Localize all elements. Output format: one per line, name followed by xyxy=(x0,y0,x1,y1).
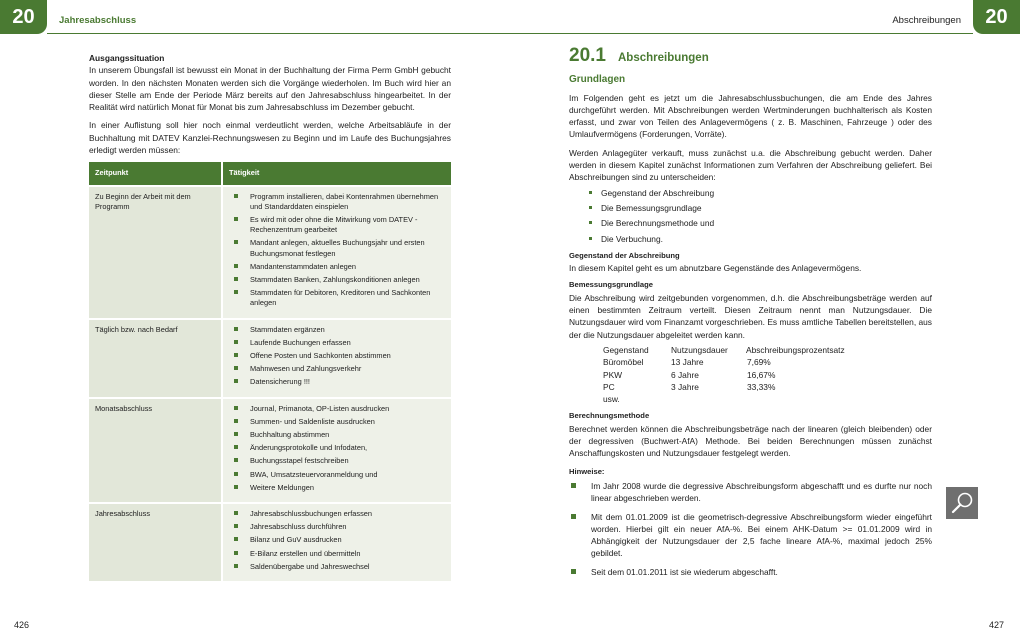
list-item: Die Bemessungsgrundlage xyxy=(589,202,932,214)
list-item: Die Verbuchung. xyxy=(589,233,932,245)
list-item: Im Jahr 2008 wurde die degressive Abschreibungsform abgeschafft und es durfte nur noch linear abgeschrieben werden. xyxy=(569,480,932,505)
task-item: Offene Posten und Sachkonten abstimmen xyxy=(229,351,445,361)
tasks-cell xyxy=(223,502,451,581)
task-item: Programm installieren, dabei Kontenrahmen übernehmen und Standarddaten einspielen xyxy=(229,192,445,212)
time-cell: Jahresabschluss xyxy=(89,502,223,581)
tasks-cell xyxy=(223,318,451,397)
task-item: Buchungsstapel festschreiben xyxy=(229,456,445,466)
chapter-number-tab-right: 20 xyxy=(973,0,1020,34)
task-item: Jahresabschlussbuchungen erfassen xyxy=(229,509,445,519)
table-row xyxy=(603,393,845,405)
tasks-cell xyxy=(223,397,451,502)
right-page-content xyxy=(569,45,932,584)
table-header-row xyxy=(603,344,845,356)
running-head-left: Jahresabschluss xyxy=(59,15,137,26)
table-cell: Büromöbel xyxy=(603,357,644,368)
task-item: Mandantenstammdaten anlegen xyxy=(229,262,445,272)
paragraph: Die Abschreibung wird zeitgebunden vorgenommen, d.h. die Abschreibungsbeträge werden auf einen bestimmten Zeitraum verteilt. Diesen Zeitraum nennt man Nutzungsdauer. Die Nutzungsdauer wird vom Finanzamt vorgeschrieben. Es muss amtliche Tabellen bereitstellen, aus der die Nutzungsdauer abgeleitet werden kann. xyxy=(569,292,932,340)
table-row xyxy=(89,185,451,318)
heading-gegenstand: Gegenstand der Abschreibung xyxy=(569,250,680,260)
magnifier-icon[interactable] xyxy=(946,487,978,519)
paragraph: Werden Anlagegüter verkauft, muss zunächst u.a. die Abschreibung gebucht werden. Daher werden in diesem Kapitel zunächst Informationen zum Verfahren der Abschreibung geliefert. Bei Abschreibungen sind zu unterscheiden: xyxy=(569,147,932,183)
table-cell xyxy=(746,393,845,405)
bullet-list xyxy=(589,187,932,245)
task-item: Journal, Primanota, OP-Listen ausdrucken xyxy=(229,404,445,414)
table-cell: 33,33% xyxy=(747,381,776,392)
time-cell: Zu Beginn der Arbeit mit dem Programm xyxy=(89,185,223,318)
task-item: E-Bilanz erstellen und übermitteln xyxy=(229,549,445,559)
table-row xyxy=(89,318,451,397)
task-item: Mandant anlegen, aktuelles Buchungsjahr und ersten Buchungsmonat festlegen xyxy=(229,238,445,258)
table-cell: PC xyxy=(603,381,615,392)
page-number-right: 427 xyxy=(988,620,1004,630)
list-item: Seit dem 01.01.2011 ist sie wiederum abgeschafft. xyxy=(569,566,932,578)
intro-paragraph: In unserem Übungsfall ist bewusst ein Monat in der Buchhaltung der Firma Perm GmbH gebucht worden. In den nächsten Monaten werden sich die Vorgänge wiederholen. Im Buch wird hier an dieser Stelle am Ende der Periode März bereits auf den Jahresabschluss hingearbeitet. In der Realität wird natürlich Monat für Monat bis zum Jahresabschluss im Dezember gebucht. xyxy=(89,65,451,113)
table-row xyxy=(603,381,845,393)
running-head-right: Abschreibungen xyxy=(892,15,961,26)
paragraph: Im Folgenden geht es jetzt um die Jahresabschlussbuchungen, die am Ende des Jahres durchgeführt werden. Mit Abschreibungen werden Wertminderungen buchhalterisch als Kosten erfasst, und zwar von Teilen des Anlagevermögens ( z. B. Maschinen, Fahrzeuge ) oder des Umlaufvermögens (Forderungen, Vorräte). xyxy=(569,92,932,140)
header-rule-right xyxy=(510,33,973,34)
task-item: Mahnwesen und Zahlungsverkehr xyxy=(229,364,445,374)
intro-paragraph-2: In einer Auflistung soll hier noch einmal verdeutlicht werden, welche Arbeitsabläufe in der Buchhaltung mit DATEV Kanzlei-Rechnungswesen zu Beginn und im Laufe des Buchungsjahres erledigt werden müssen: xyxy=(89,120,451,156)
task-item: Stammdaten Banken, Zahlungskonditionen anlegen xyxy=(229,275,445,285)
heading-methode: Berechnungsmethode xyxy=(569,411,650,421)
time-cell: Täglich bzw. nach Bedarf xyxy=(89,318,223,397)
task-item: BWA, Umsatzsteuervoranmeldung und xyxy=(229,470,445,480)
paragraph: In diesem Kapitel geht es um abnutzbare Gegenstände des Anlagevermögens. xyxy=(569,263,862,274)
table-cell: 7,69% xyxy=(747,357,771,368)
task-item: Stammdaten ergänzen xyxy=(229,325,445,335)
task-item: Es wird mit oder ohne die Mitwirkung vom DATEV - Rechenzentrum gearbeitet xyxy=(229,215,445,235)
subheading-grundlagen: Grundlagen xyxy=(569,74,626,86)
list-item: Mit dem 01.01.2009 ist die geometrisch-degressive Abschreibungsform wieder eingeführt worden. Hierbei gilt ein neuer AfA-%. Bei einem AHK-Datum >= 01.01.2009 wird in Abhängigkeit der Nutzungsdauer der 2,5 fache lineare AfA-%, maximal jedoch 25% gebildet. xyxy=(569,511,932,560)
table-row xyxy=(603,369,845,381)
heading-bemessung: Bemessungsgrundlage xyxy=(569,280,653,290)
table-row xyxy=(603,356,845,368)
header-cell: Gegenstand xyxy=(603,344,649,355)
section-title: Abschreibungen xyxy=(617,52,709,64)
page-number-left: 426 xyxy=(14,620,30,630)
paragraph: Berechnet werden können die Abschreibungsbeträge nach der linearen (gleich bleibenden) oder der degressiven (Buchwert-AfA) Methode. Bei beiden Berechnungen müssen zunächst Anschaffungskosten und Nutzungsdauer festgelegt werden. xyxy=(569,423,932,459)
task-item: Weitere Meldungen xyxy=(229,483,445,493)
tasks-cell xyxy=(223,185,451,318)
useful-life-table xyxy=(603,344,845,405)
table-row xyxy=(89,397,451,502)
section-number: 20.1 xyxy=(569,45,606,66)
table-cell: 3 Jahre xyxy=(671,381,699,392)
header-cell: Nutzungsdauer xyxy=(671,344,728,355)
search-icon xyxy=(946,487,978,519)
list-item: Gegenstand der Abschreibung xyxy=(589,187,932,199)
task-item: Summen- und Saldenliste ausdrucken xyxy=(229,417,445,427)
left-page-content xyxy=(89,52,451,581)
situation-heading: Ausgangssituation xyxy=(89,53,165,63)
table-cell: 6 Jahre xyxy=(671,369,699,380)
notes-list xyxy=(569,480,932,578)
task-item: Stammdaten für Debitoren, Kreditoren und Sachkonten anlegen xyxy=(229,288,445,308)
header-cell: Abschreibungsprozentsatz xyxy=(746,344,845,355)
table-cell: PKW xyxy=(603,369,623,380)
table-cell xyxy=(671,393,746,405)
column-header-time: Zeitpunkt xyxy=(89,162,223,184)
task-item: Änderungsprotokolle und Infodaten, xyxy=(229,443,445,453)
section-heading xyxy=(569,45,932,66)
task-item: Laufende Buchungen erfassen xyxy=(229,338,445,348)
task-item: Buchhaltung abstimmen xyxy=(229,430,445,440)
list-item: Die Berechnungsmethode und xyxy=(589,217,932,229)
heading-hinweise: Hinweise: xyxy=(569,466,605,476)
task-item: Datensicherung !!! xyxy=(229,377,445,387)
table-cell: 13 Jahre xyxy=(671,357,704,368)
task-item: Saldenübergabe und Jahreswechsel xyxy=(229,562,445,572)
column-header-task: Tätigkeit xyxy=(223,162,451,184)
task-item: Bilanz und GuV ausdrucken xyxy=(229,535,445,545)
table-row xyxy=(89,502,451,581)
chapter-number-tab-left: 20 xyxy=(0,0,47,34)
workflow-table xyxy=(89,162,451,581)
table-cell: 16,67% xyxy=(747,369,776,380)
table-cell: usw. xyxy=(603,394,620,405)
header-rule-left xyxy=(47,33,510,34)
time-cell: Monatsabschluss xyxy=(89,397,223,502)
task-item: Jahresabschluss durchführen xyxy=(229,522,445,532)
